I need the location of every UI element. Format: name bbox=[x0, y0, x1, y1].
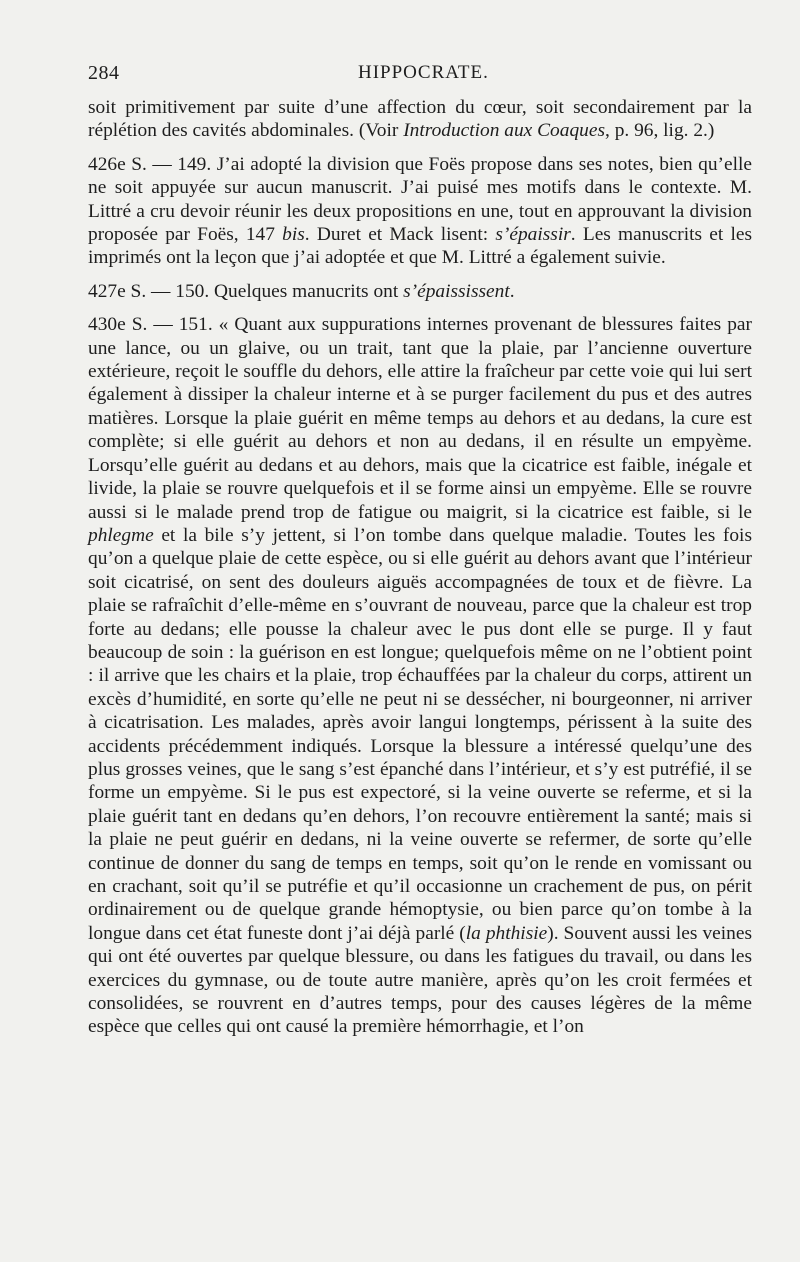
paragraph-text: soit primitivement par suite d’une affection du cœur, soit secondairement par la réplétion des cavités abdominales. (Voir bbox=[88, 97, 752, 142]
paragraph-text: . Duret et Mack lisent: bbox=[304, 224, 496, 246]
paragraph-text: . bbox=[509, 280, 515, 302]
note-426 bbox=[88, 153, 752, 270]
paragraph-italic: bis bbox=[282, 224, 305, 246]
page-header bbox=[88, 62, 750, 92]
note-label: 427e S. — 150. bbox=[88, 280, 210, 302]
paragraph-text: J’ai adopté la division que Foës propose dans ses notes, bien qu’elle ne soit appuyée sur aucun manuscrit. J’ai puisé mes motifs dans le contexte. M. Littré a cru devoir réunir les deux propositions en une, tout en approuvant la division proposée par Foës, 147 bbox=[88, 153, 752, 246]
paragraph-text: « Quant aux suppurations internes provenant de blessures faites par une lance, ou un glaive, ou un trait, tant que la plaie, par l’ancienne ouverture extérieure, reçoit le souffle du dehors, elle attire la fraîcheur par cette voie qui lui sert également à dissiper la chaleur interne et à se purger facilement du pus et des autres matières. Lorsque la plaie guérit en même temps au dehors et au dedans, la cure est complète; si elle guérit au dehors et non au dedans, il en résulte un empyème. Lorsqu’elle guérit au dedans et au dehors, mais que la cicatrice est faible, inégale et livide, la plaie se rouvre quelquefois et il se forme ainsi un empyème. Elle se rouvre aussi si le malade prend trop de fatigue ou maigrit, si la cicatrice est faible, si le bbox=[88, 314, 752, 523]
paragraph-text: , p. 96, lig. 2.) bbox=[605, 120, 715, 142]
running-title: HIPPOCRATE. bbox=[358, 62, 489, 83]
paragraph-continuation bbox=[88, 96, 752, 143]
page-number: 284 bbox=[88, 62, 120, 84]
paragraph-italic: s’épaissir bbox=[495, 224, 571, 246]
page-body bbox=[88, 96, 752, 1039]
paragraph-text: . Les manuscrits et les imprimés ont la leçon que j’ai adoptée et que M. Littré a également suivie. bbox=[88, 224, 753, 269]
note-label: 426e S. — 149. bbox=[88, 153, 212, 175]
paragraph-italic: s’épaississent bbox=[403, 280, 510, 302]
paragraph-italic: la phthisie bbox=[465, 922, 548, 944]
paragraph-text: Quelques manucrits ont bbox=[209, 280, 404, 302]
note-427 bbox=[88, 280, 752, 303]
paragraph-italic: phlegme bbox=[88, 524, 154, 546]
paragraph-text: ). Souvent aussi les veines qui ont été ouvertes par quelque blessure, ou dans les fatigues du travail, ou dans les exercices du gymnase, ou de toute autre manière, après qu’on les croit fermées et consolidées, se rouvrent en d’autres temps, pour des causes légères de la même espèce que celles qui ont causé la première hémorrhagie, et l’on bbox=[88, 922, 752, 1038]
note-label: 430e S. — 151. bbox=[88, 314, 213, 336]
note-430 bbox=[88, 313, 752, 1039]
paragraph-italic: Introduction aux Coaques bbox=[403, 120, 605, 142]
paragraph-text: et la bile s’y jettent, si l’on tombe dans quelque maladie. Toutes les fois qu’on a quelque plaie de cette espèce, ou si elle guérit au dehors avant que l’intérieur soit cicatrisé, on sent des douleurs aiguës accompagnées de toux et de fièvre. La plaie se rafraîchit d’elle-même en s’ouvrant de nouveau, parce que la chaleur est trop forte au dedans; elle pousse la chaleur avec le pus dont elle se purge. Il y faut beaucoup de soin : la guérison en est longue; quelquefois même on ne l’obtient point : il arrive que les chairs et la plaie, trop échauffées par la chaleur du corps, attirent un excès d’humidité, en sorte qu’elle ne peut ni se dessécher, ni bourgeonner, ni arriver à cicatrisation. Les malades, après avoir langui longtemps, périssent à la suite des accidents précédemment indiqués. Lorsque la blessure a intéressé quelqu’une des plus grosses veines, que le sang s’est épanché dans l’intérieur, et s’y est putréfié, il se forme un empyème. Si le pus est expectoré, si la veine ouverte se referme, et si la plaie guérit tant en dedans qu’en dehors, l’on recouvre entièrement la santé; mais si la plaie ne peut guérir en dedans, ni la veine ouverte se refermer, de sorte qu’elle continue de donner du sang de temps en temps, soit qu’on le rende en vomissant ou en crachant, soit qu’il se putréfie et qu’il occasionne un crachement de pus, on périt ordinairement ou de quelque grande hémoptysie, ou bien parce qu’on tombe à la longue dans cet état funeste dont j’ai déjà parlé ( bbox=[88, 524, 752, 944]
